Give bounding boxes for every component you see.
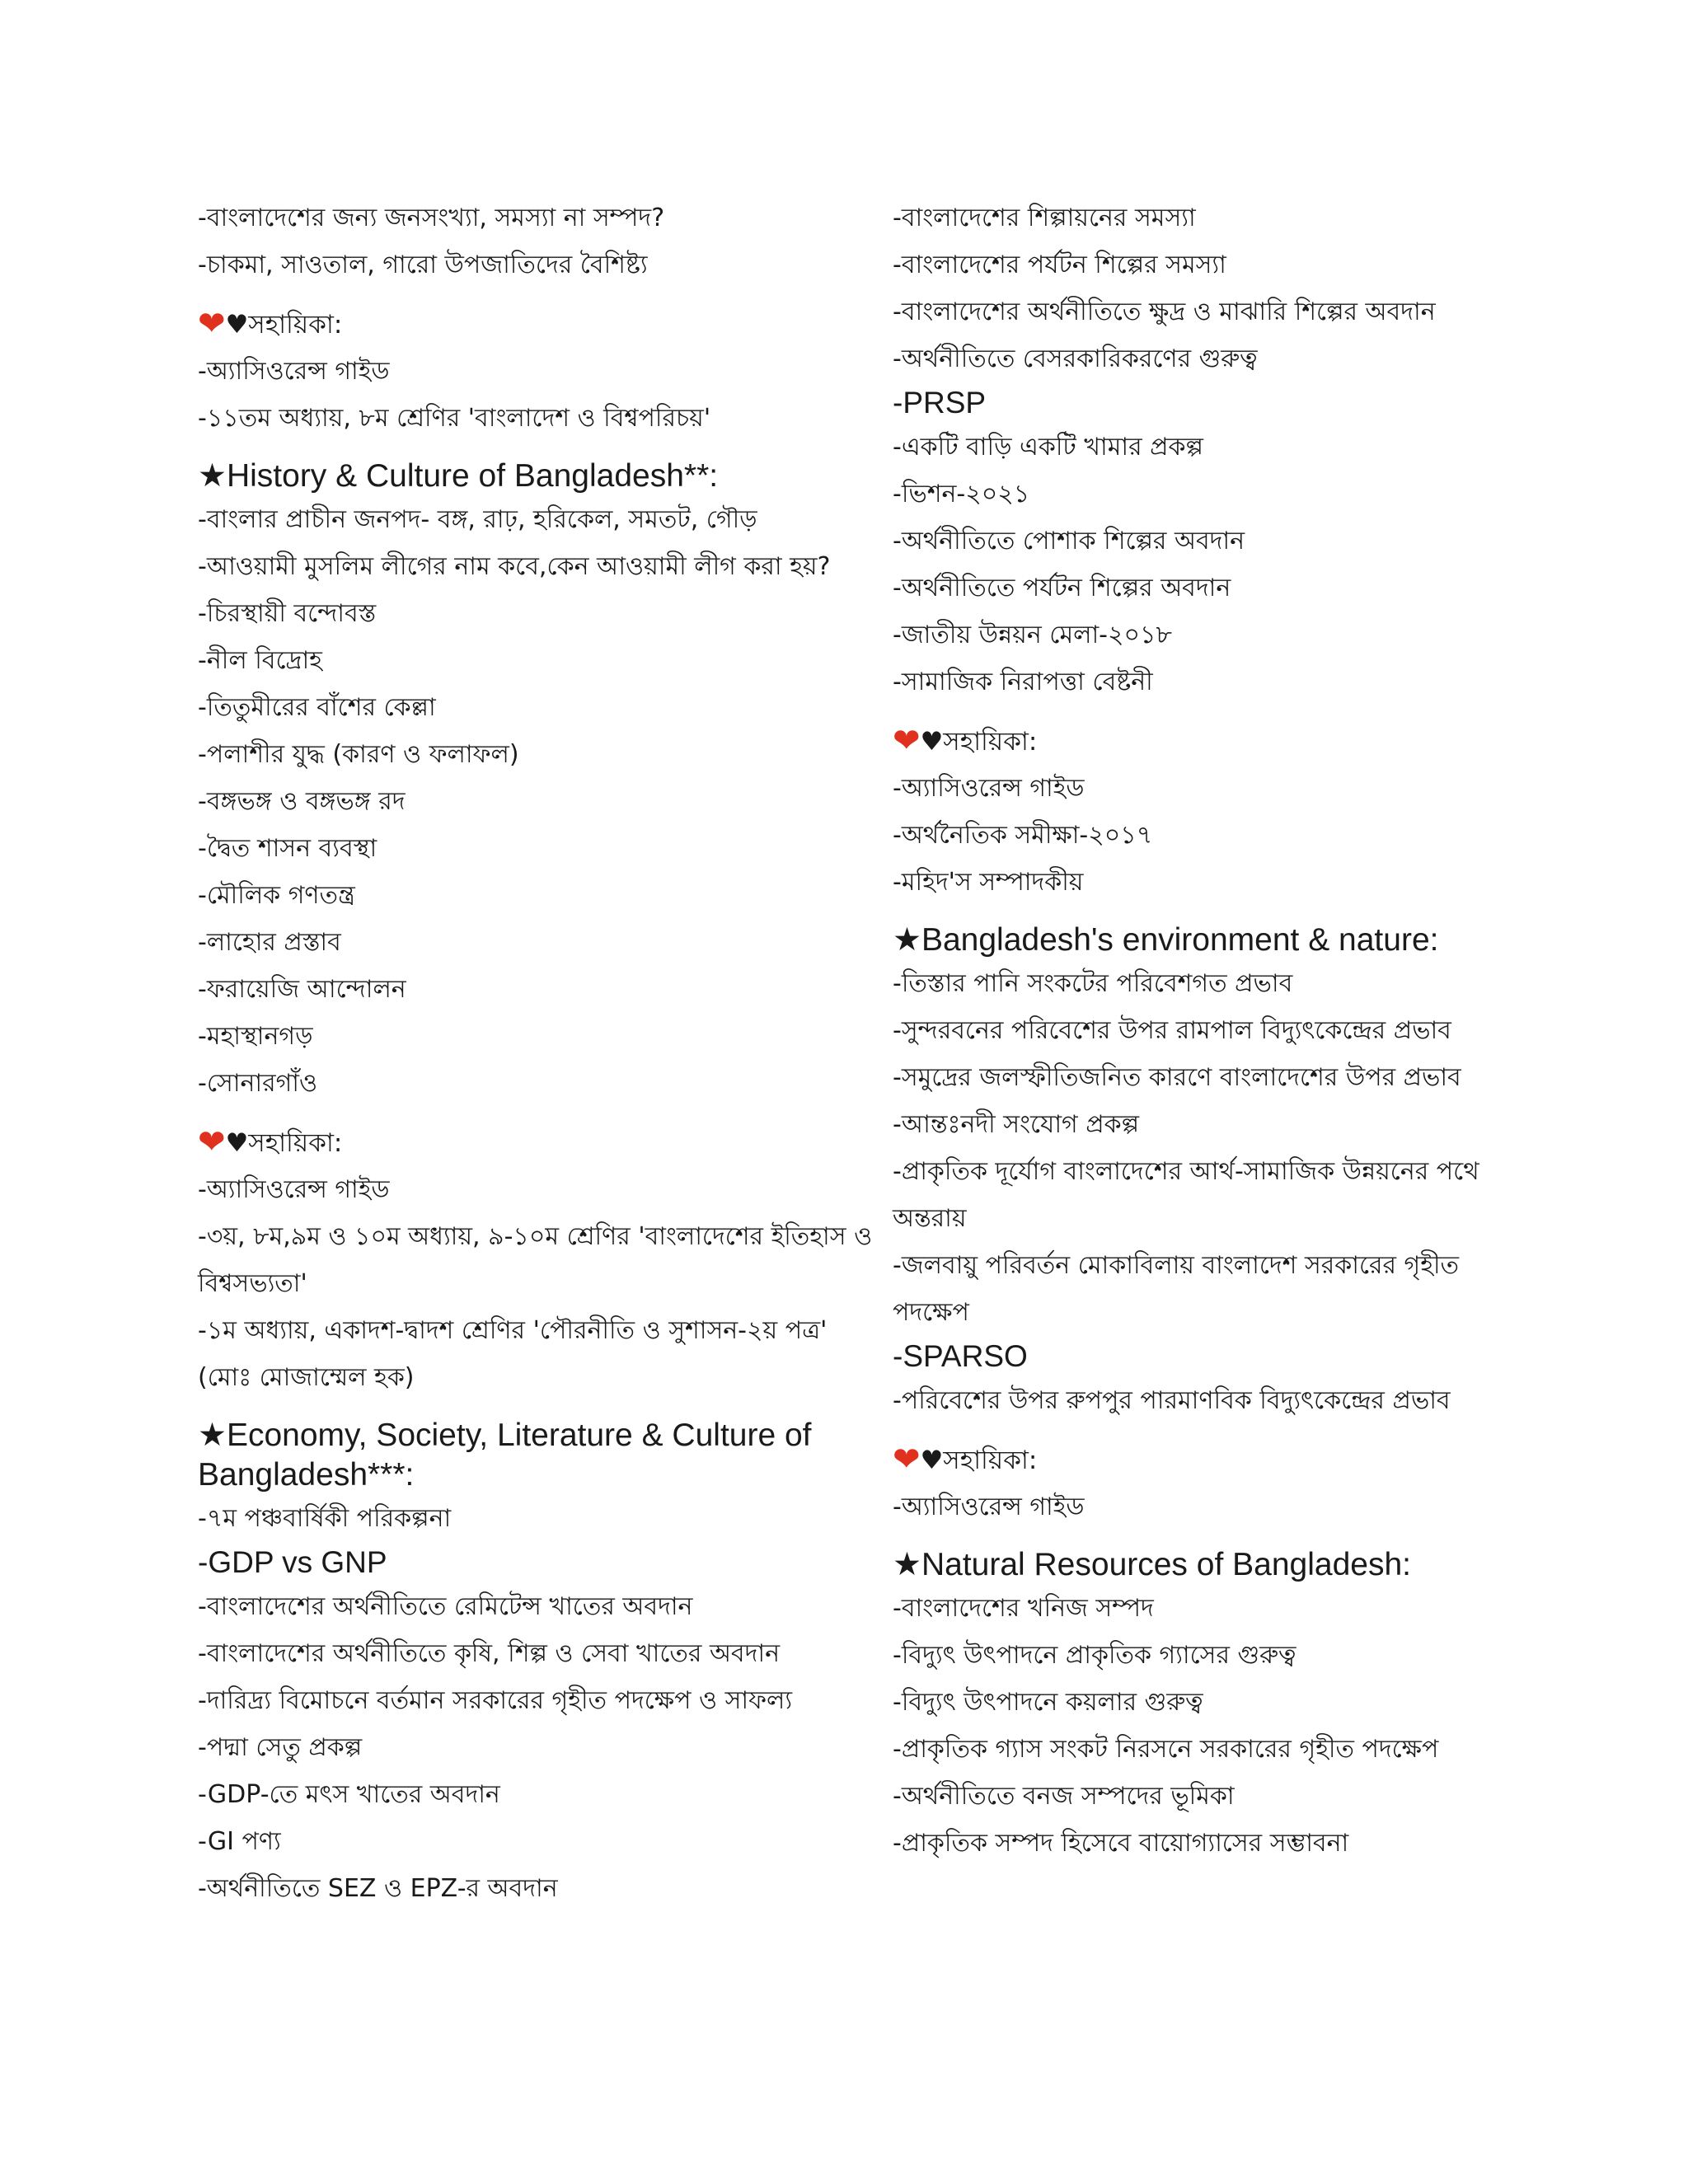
section-heading-environment: ★Bangladesh's environment & nature: (893, 922, 1439, 958)
helper-text: ♥সহায়িকা: (920, 727, 1038, 757)
list-item: -মহাস্থানগড় (198, 1022, 313, 1051)
helper-label (198, 300, 874, 348)
helper-label (893, 1436, 1519, 1483)
list-item: -অর্থনীতিতে বেসরকারিকরণের গুরুত্ব (893, 344, 1258, 373)
heart-icon: ❤ (198, 305, 226, 343)
list-item: -লাহোর প্রস্তাব (198, 928, 341, 957)
list-item: -SPARSO (893, 1339, 1028, 1373)
list-item: -দ্বৈত শাসন ব্যবস্থা (198, 834, 377, 863)
list-item: -অর্থনীতিতে পর্যটন শিল্পের অবদান (893, 574, 1231, 602)
heart-icon: ❤ (893, 722, 921, 760)
list-item: -প্রাকৃতিক গ্যাস সংকট নিরসনে সরকারের গৃহীত পদক্ষেপ (893, 1735, 1439, 1764)
list-item: -GDP-তে মৎস খাতের অবদান (198, 1780, 500, 1809)
helper-label (198, 1118, 874, 1166)
list-item: -আওয়ামী মুসলিম লীগের নাম কবে,কেন আওয়ামী লীগ করা হয়? (198, 552, 831, 581)
list-item: -অর্থনীতিতে পোশাক শিল্পের অবদান (893, 527, 1245, 555)
list-item: -বিদ্যুৎ উৎপাদনে কয়লার গুরুত্ব (893, 1688, 1203, 1717)
list-item: -পরিবেশের উপর রুপপুর পারমাণবিক বিদ্যুৎকেন্দ্রের প্রভাব (893, 1386, 1451, 1415)
list-item: -১১তম অধ্যায়, ৮ম শ্রেণির 'বাংলাদেশ ও বিশ্বপরিচয়' (198, 404, 711, 433)
list-item: -অর্থনৈতিক সমীক্ষা-২০১৭ (893, 821, 1153, 850)
section-heading-economy: ★Economy, Society, Literature & Culture of Bangladesh***: (198, 1418, 812, 1493)
left-column (198, 194, 874, 1912)
right-column (893, 194, 1519, 1867)
heart-icon: ❤ (893, 1441, 921, 1479)
list-item: -ফরায়েজি আন্দোলন (198, 975, 406, 1004)
list-item: -সমুদ্রের জলস্ফীতিজনিত কারণে বাংলাদেশের উপর প্রভাব (893, 1063, 1461, 1092)
list-item: -PRSP (893, 386, 987, 419)
list-item: -বাংলাদেশের শিল্পায়নের সমস্যা (893, 204, 1196, 232)
list-item: -আন্তঃনদী সংযোগ প্রকল্প (893, 1110, 1140, 1139)
list-item: -সুন্দরবনের পরিবেশের উপর রামপাল বিদ্যুৎকেন্দ্রের প্রভাব (893, 1016, 1451, 1045)
list-item: -অর্থনীতিতে বনজ সম্পদের ভূমিকা (893, 1782, 1235, 1811)
list-item: -মৌলিক গণতন্ত্র (198, 881, 355, 910)
list-item: -অ্যাসিওরেন্স গাইড (198, 1175, 390, 1204)
list-item: -একটি বাড়ি একটি খামার প্রকল্প (893, 433, 1203, 462)
helper-text: ♥সহায়িকা: (225, 1128, 343, 1158)
list-item: -বাংলাদেশের অর্থনীতিতে ক্ষুদ্র ও মাঝারি শিল্পের অবদান (893, 298, 1436, 326)
heart-icon: ❤ (198, 1123, 226, 1161)
section-heading-natural-resources: ★Natural Resources of Bangladesh: (893, 1547, 1411, 1582)
list-item: -তিস্তার পানি সংকটের পরিবেশগত প্রভাব (893, 969, 1293, 998)
list-item: -প্রাকৃতিক দূর্যোগ বাংলাদেশের আর্থ-সামাজিক উন্নয়নের পথে অন্তরায় (893, 1157, 1479, 1233)
list-item: -বঙ্গভঙ্গ ও বঙ্গভঙ্গ রদ (198, 787, 406, 816)
list-item: -নীল বিদ্রোহ (198, 646, 322, 675)
list-item: -চিরস্থায়ী বন্দোবস্ত (198, 599, 377, 628)
list-item: -বাংলাদেশের অর্থনীতিতে কৃষি, শিল্প ও সেবা খাতের অবদান (198, 1639, 780, 1668)
list-item: -অর্থনীতিতে SEZ ও EPZ-র অবদান (198, 1874, 558, 1903)
list-item: -বাংলার প্রাচীন জনপদ- বঙ্গ, রাঢ়, হরিকেল, সমতট, গৌড় (198, 505, 757, 534)
list-item: -মহিদ'স সম্পাদকীয় (893, 868, 1084, 897)
list-item: -বাংলাদেশের খনিজ সম্পদ (893, 1594, 1154, 1623)
list-item: -পদ্মা সেতু প্রকল্প (198, 1733, 363, 1762)
list-item: -GDP vs GNP (198, 1545, 387, 1579)
list-item: -৭ম পঞ্চবার্ষিকী পরিকল্পনা (198, 1504, 452, 1533)
list-item: -বাংলাদেশের জন্য জনসংখ্যা, সমস্যা না সম্পদ? (198, 204, 665, 232)
list-item: -চাকমা, সাওতাল, গারো উপজাতিদের বৈশিষ্ট্য (198, 251, 648, 279)
list-item: -বাংলাদেশের পর্যটন শিল্পের সমস্যা (893, 251, 1226, 279)
helper-text: ♥সহায়িকা: (225, 310, 343, 340)
list-item: -বিদ্যুৎ উৎপাদনে প্রাকৃতিক গ্যাসের গুরুত্ব (893, 1641, 1296, 1670)
list-item: -অ্যাসিওরেন্স গাইড (893, 1493, 1085, 1521)
section-heading-history: ★History & Culture of Bangladesh**: (198, 458, 719, 494)
list-item: -বাংলাদেশের অর্থনীতিতে রেমিটেন্স খাতের অবদান (198, 1592, 693, 1621)
list-item: -অ্যাসিওরেন্স গাইড (893, 774, 1085, 803)
list-item: -১ম অধ্যায়, একাদশ-দ্বাদশ শ্রেণির 'পৌরনীতি ও সুশাসন-২য় পত্র' (মোঃ মোজাম্মেল হক) (198, 1316, 828, 1392)
list-item: -সামাজিক নিরাপত্তা বেষ্টনী (893, 668, 1153, 696)
helper-label (893, 717, 1519, 765)
list-item: -জাতীয় উন্নয়ন মেলা-২০১৮ (893, 621, 1172, 649)
list-item: -জলবায়ু পরিবর্তন মোকাবিলায় বাংলাদেশ সরকারের গৃহীত পদক্ষেপ (893, 1251, 1460, 1327)
list-item: -৩য়, ৮ম,৯ম ও ১০ম অধ্যায়, ৯-১০ম শ্রেণির 'বাংলাদেশের ইতিহাস ও বিশ্বসভ্যতা' (198, 1222, 873, 1298)
list-item: -পলাশীর যুদ্ধ (কারণ ও ফলাফল) (198, 740, 519, 769)
list-item: -প্রাকৃতিক সম্পদ হিসেবে বায়োগ্যাসের সম্ভাবনা (893, 1829, 1349, 1858)
list-item: -GI পণ্য (198, 1827, 281, 1856)
list-item: -দারিদ্র্য বিমোচনে বর্তমান সরকারের গৃহীত পদক্ষেপ ও সাফল্য (198, 1686, 793, 1715)
list-item: -ভিশন-২০২১ (893, 480, 1030, 509)
list-item: -সোনারগাঁও (198, 1069, 318, 1098)
helper-text: ♥সহায়িকা: (920, 1446, 1038, 1475)
list-item: -তিতুমীরের বাঁশের কেল্লা (198, 693, 436, 722)
list-item: -অ্যাসিওরেন্স গাইড (198, 357, 390, 386)
